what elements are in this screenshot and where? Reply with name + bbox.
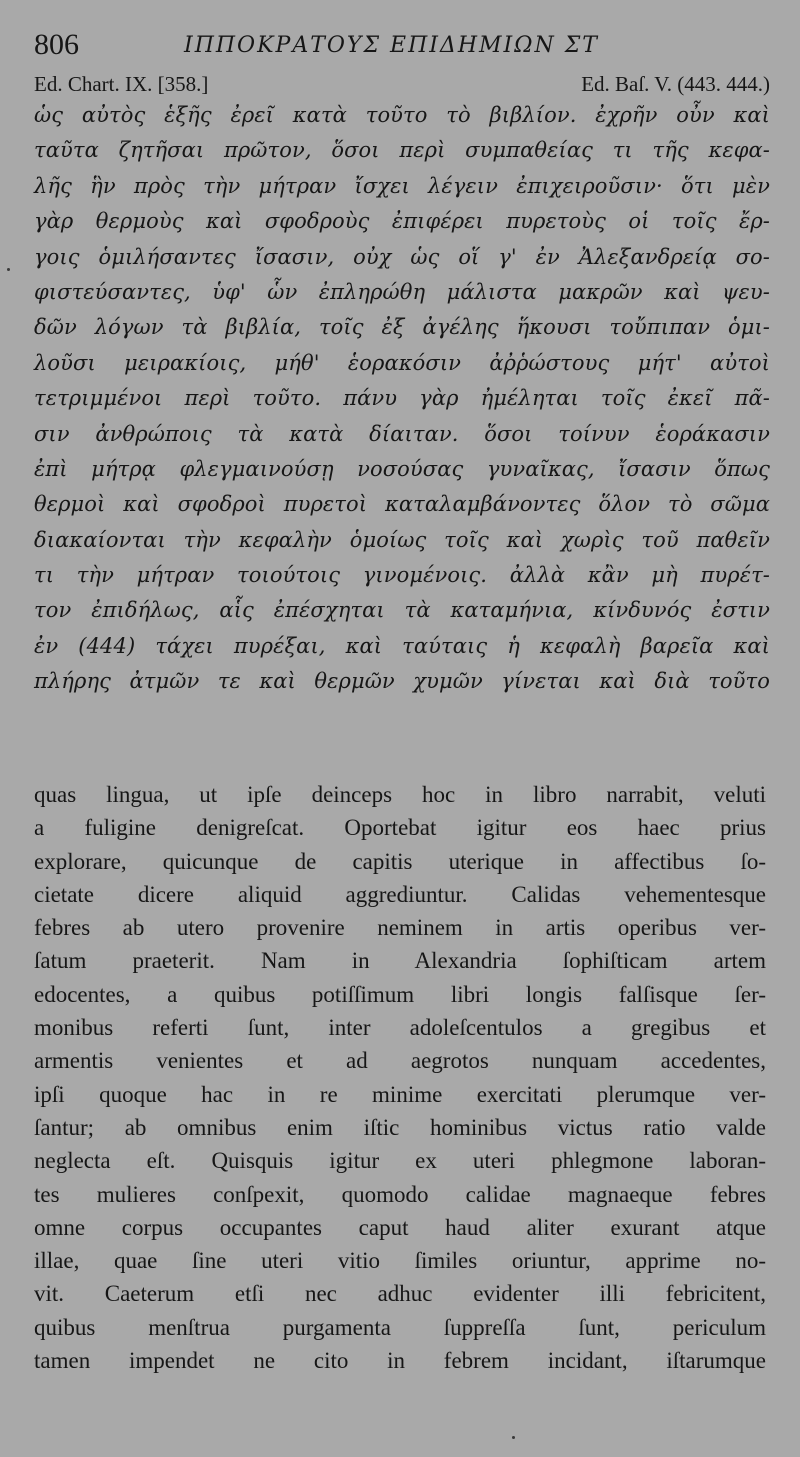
greek-line: λῆς ἣν πρὸς τὴν μήτραν ἴσχει λέγειν ἐπιχειροῦσιν· ὅτι μὲν [34,173,770,198]
latin-line: monibus referti ſunt, inter adoleſcentulos a gregibus et [34,1015,766,1041]
latin-line: ipſi quoque hac in re minime exercitati plerumque ver- [34,1081,766,1107]
latin-line: edocentes, a quibus potiſſimum libri longis falſisque ſer- [34,981,766,1007]
latin-line: ſantur; ab omnibus enim iſtic hominibus victus ratio valde [34,1114,766,1140]
latin-line: illae, quae ſine uteri vitio ſimiles oriuntur, apprime no- [34,1248,766,1274]
latin-line: neglecta eſt. Quisquis igitur ex uteri phlegmone laboran- [34,1148,766,1174]
latin-line: tamen impendet ne cito in febrem incidant, iſtarumque [34,1348,766,1374]
latin-line: febres ab utero provenire neminem in artis operibus ver- [34,915,766,941]
latin-line: omne corpus occupantes caput haud aliter exurant atque [34,1214,766,1240]
greek-line: ἐπὶ μήτρᾳ φλεγμαινούσῃ νοσούσας γυναῖκας, ἴσασιν ὅπως [34,456,770,481]
paper-speck [512,1436,515,1439]
greek-line: δῶν λόγων τὰ βιβλία, τοῖς ἐξ ἀγέλης ἥκουσι τοὔπιπαν ὁμι- [34,315,770,340]
paper-speck [7,268,10,271]
greek-line: ὡς αὐτὸς ἑξῆς ἐρεῖ κατὰ τοῦτο τὸ βιβλίον. ἐχρῆν οὖν καὶ [34,103,770,127]
latin-line: ſatum praeterit. Nam in Alexandria ſophiſticam artem [34,948,766,974]
latin-line: vit. Caeterum etſi nec adhuc evidenter illi febricitent, [34,1281,766,1307]
latin-text-block [34,778,766,1377]
greek-line: θερμοὶ καὶ σφοδροὶ πυρετοὶ καταλαμβάνοντες ὅλον τὸ σῶμα [34,492,770,517]
edition-reference-basel: Ed. Baſ. V. (443. 444.) [581,72,770,96]
page-header [34,26,774,66]
greek-line: γὰρ θερμοὺς καὶ σφοδροὺς ἐπιφέρει πυρετοὺς οἱ τοῖς ἔρ- [34,209,770,234]
greek-line: ταῦτα ζητῆσαι πρῶτον, ὅσοι περὶ συμπαθείας τι τῆς κεφα- [34,138,770,163]
edition-references [34,70,770,100]
latin-line: tes mulieres conſpexit, quomodo calidae magnaeque febres [34,1181,766,1207]
page-number: 806 [34,28,79,61]
greek-line: τον ἐπιδήλως, αἷς ἐπέσχηται τὰ καταμήνια, κίνδυνός ἐστιν [34,598,770,623]
running-title: ΙΠΠΟΚΡΑΤΟΥΣ ΕΠΙΔΗΜΙΩΝ ΣΤ [184,33,599,58]
latin-line: quas lingua, ut ipſe deinceps hoc in libro narrabit, veluti [34,782,766,807]
edition-reference-chartier: Ed. Chart. IX. [358.] [34,72,209,96]
latin-line: armentis venientes et ad aegrotos nunquam accedentes, [34,1048,766,1074]
greek-line: γοις ὁμιλήσαντες ἴσασιν, οὐχ ὡς οἵ γ' ἐν Ἀλεξανδρείᾳ σο- [34,244,770,269]
greek-line: φιστεύσαντες, ὑφ' ὧν ἐπληρώθη μάλιστα μακρῶν καὶ ψευ- [34,279,770,304]
greek-line: ἐν (444) τάχει πυρέξαι, καὶ ταύταις ἡ κεφαλὴ βαρεῖα καὶ [34,633,770,658]
latin-line: quibus menſtrua purgamenta ſuppreſſa ſunt, periculum [34,1314,766,1340]
greek-line: σιν ἀνθρώποις τὰ κατὰ δίαιταν. ὅσοι τοίνυν ἑοράκασιν [34,421,770,446]
greek-line: τι τὴν μήτραν τοιούτοις γινομένοις. ἀλλὰ κἂν μὴ πυρέτ- [34,563,770,588]
latin-line: a fuligine denigreſcat. Oportebat igitur eos haec prius [34,815,766,841]
greek-line: διακαίονται τὴν κεφαλὴν ὁμοίως τοῖς καὶ χωρὶς τοῦ παθεῖν [34,527,770,552]
latin-line: explorare, quicunque de capitis uterique in affectibus ſo- [34,848,766,874]
greek-text-block [34,98,770,700]
latin-line: cietate dicere aliquid aggrediuntur. Calidas vehementesque [34,881,766,907]
greek-line: τετριμμένοι περὶ τοῦτο. πάνυ γὰρ ἠμέληται τοῖς ἐκεῖ πᾶ- [34,386,770,411]
greek-line: πλήρης ἀτμῶν τε καὶ θερμῶν χυμῶν γίνεται καὶ διὰ τοῦτο [34,669,770,694]
greek-line: λοῦσι μειρακίοις, μήθ' ἑορακόσιν ἀῤῥώστους μήτ' αὐτοὶ [34,350,770,375]
